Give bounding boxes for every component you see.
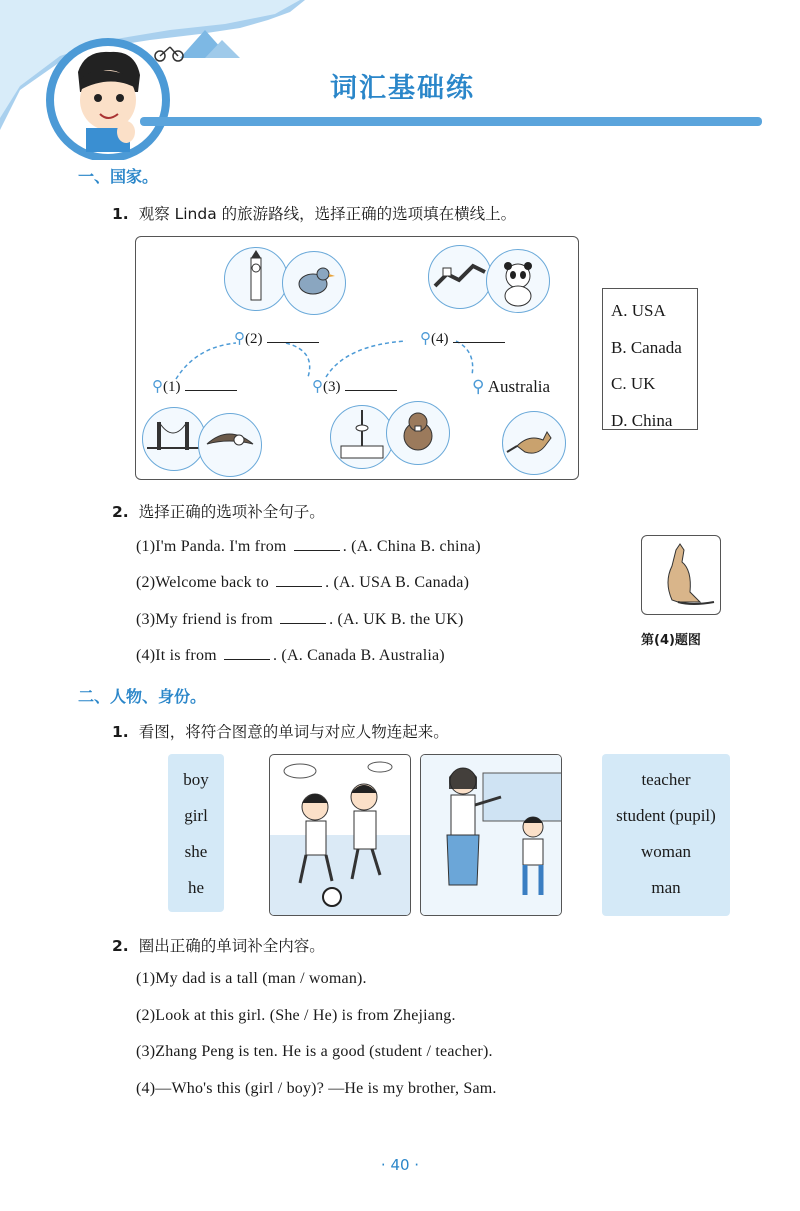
route-stop-1: ⚲(1)	[152, 377, 237, 396]
question-number: 2.	[112, 503, 129, 521]
section-1-title: 一、国家。	[78, 167, 159, 186]
option-b: B. Canada	[611, 337, 682, 357]
left-word-box	[168, 754, 224, 912]
question-instruction: 看图，将符合图意的单词与对应人物连起来。	[138, 723, 449, 741]
question-number: 1.	[112, 205, 129, 223]
fill-sentence-1: (1)I'm Panda. I'm from . (A. China B. china)	[136, 538, 481, 555]
word-item[interactable]: man	[651, 878, 681, 897]
answer-blank[interactable]	[294, 536, 340, 551]
word-item[interactable]: she	[184, 842, 208, 861]
question-number: 2.	[112, 937, 129, 955]
route-stop-3: ⚲(3)	[312, 377, 397, 396]
word-item[interactable]: girl	[184, 806, 208, 825]
question-2-1	[112, 720, 449, 742]
circle-sentence-1[interactable]: (1)My dad is a tall (man / woman).	[136, 970, 367, 987]
kangaroo-illustration	[502, 411, 566, 475]
fill-sentence-4: (4)It is from . (A. Canada B. Australia)	[136, 647, 445, 664]
option-d: D. China	[611, 410, 673, 430]
option-a: A. USA	[611, 301, 666, 320]
fill-sentence-2: (2)Welcome back to . (A. USA B. Canada)	[136, 574, 470, 591]
section-2-title: 二、人物、身份。	[78, 687, 207, 706]
circle-sentence-2[interactable]: (2)Look at this girl. (She / He) is from Zhejiang.	[136, 1007, 456, 1024]
question-instruction: 观察 Linda 的旅游路线，选择正确的选项填在横线上。	[138, 205, 517, 223]
answer-blank[interactable]	[276, 572, 322, 587]
question-instruction: 圈出正确的单词补全内容。	[138, 937, 325, 955]
question-number: 1.	[112, 723, 129, 741]
route-map	[135, 236, 579, 480]
page-number: · 40 ·	[380, 1156, 420, 1174]
question-instruction: 选择正确的选项补全句子。	[138, 503, 325, 521]
word-item[interactable]: student (pupil)	[616, 806, 716, 825]
boy-mascot-icon	[78, 52, 140, 152]
word-item[interactable]: woman	[640, 842, 692, 861]
cn-tower-illustration	[330, 405, 394, 469]
figure-caption: 第(4)题图	[641, 633, 701, 648]
eagle-illustration	[198, 413, 262, 477]
circle-sentence-3[interactable]: (3)Zhang Peng is ten. He is a good (student / teacher).	[136, 1043, 493, 1060]
word-item[interactable]: he	[187, 878, 205, 897]
header-underline	[140, 117, 762, 126]
word-item[interactable]: teacher	[641, 770, 691, 789]
answer-blank[interactable]	[280, 609, 326, 624]
route-stop-4: ⚲(4)	[420, 329, 505, 348]
page-title: 词汇基础练	[330, 73, 475, 104]
question-2-2	[112, 934, 325, 956]
route-destination: ⚲ Australia	[472, 377, 551, 396]
options-box	[602, 288, 698, 430]
right-word-box	[602, 754, 730, 916]
question-1-2	[112, 500, 325, 522]
circle-sentence-4[interactable]: (4)—Who's this (girl / boy)? —He is my brother, Sam.	[136, 1080, 497, 1097]
fill-sentence-3: (3)My friend is from . (A. UK B. the UK)	[136, 611, 464, 628]
question-1-1	[112, 202, 516, 224]
route-stop-2: ⚲(2)	[234, 329, 319, 348]
bridge-illustration	[142, 407, 206, 471]
kangaroo-figure	[641, 535, 721, 615]
answer-blank[interactable]	[224, 645, 270, 660]
beaver-illustration	[386, 401, 450, 465]
word-item[interactable]: boy	[183, 770, 209, 789]
option-c: C. UK	[611, 374, 656, 393]
teacher-student-picture	[420, 754, 562, 916]
kangaroo-icon	[642, 536, 720, 614]
children-playing-picture	[269, 754, 411, 916]
